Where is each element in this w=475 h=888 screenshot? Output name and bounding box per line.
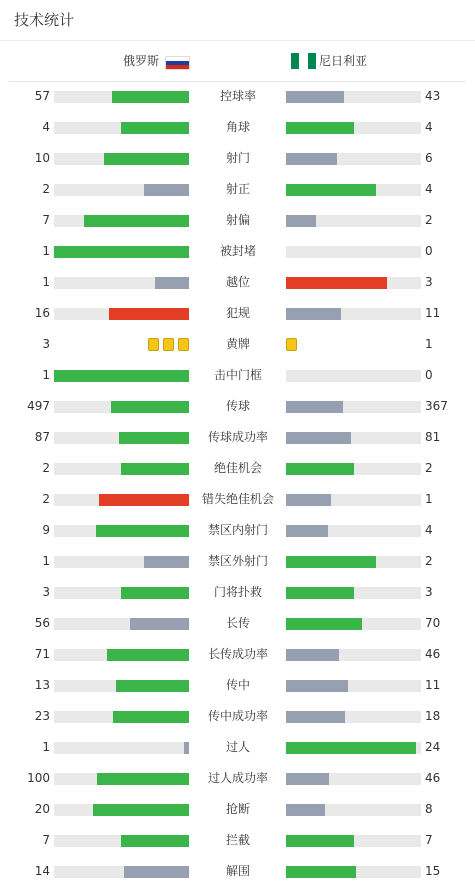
home-value: 2: [42, 492, 50, 506]
away-bar-fill: [286, 835, 354, 847]
stat-label: 传中: [225, 678, 250, 692]
stat-row: [0, 81, 475, 112]
home-team: [123, 52, 190, 70]
stat-label: 错失绝佳机会: [201, 492, 274, 506]
away-bar-fill: [286, 215, 316, 227]
away-value: 367: [425, 399, 448, 413]
away-bar-fill: [286, 432, 351, 444]
home-bar-fill: [97, 773, 189, 785]
home-bar-fill: [109, 308, 189, 320]
away-value: 3: [425, 275, 433, 289]
page-title: 技术统计: [14, 11, 75, 29]
away-value: 3: [425, 585, 433, 599]
stat-label: 射偏: [225, 213, 250, 227]
stat-label: 传球成功率: [207, 430, 268, 444]
stat-label: 击中门框: [213, 368, 262, 382]
away-bar-track: [286, 773, 421, 785]
home-value: 1: [42, 368, 50, 382]
home-bar-fill: [155, 277, 189, 289]
stat-label: 抢断: [225, 802, 250, 816]
home-value: 1: [42, 554, 50, 568]
away-bar-fill: [286, 773, 329, 785]
away-value: 43: [425, 89, 441, 103]
away-value: 4: [425, 182, 433, 196]
home-bar-fill: [124, 866, 189, 878]
yellow-card-icon: [148, 338, 159, 351]
nigeria-flag-icon: [291, 53, 316, 69]
stat-label: 射正: [225, 182, 250, 196]
home-bar-track: [54, 122, 189, 134]
away-value: 46: [425, 647, 441, 661]
yellow-card-icon: [178, 338, 189, 351]
home-value: 9: [42, 523, 50, 537]
away-bar-track: [286, 866, 421, 878]
away-bar-track: [286, 432, 421, 444]
stat-row: [0, 670, 475, 701]
stat-label: 传球: [225, 399, 250, 413]
away-bar-fill: [286, 184, 376, 196]
home-bar-track: [54, 711, 189, 723]
away-value: 11: [425, 678, 441, 692]
away-value: 4: [425, 523, 433, 537]
away-value: 15: [425, 864, 441, 878]
away-bar-track: [286, 525, 421, 537]
stats-header: [0, 0, 475, 41]
away-yellow-cards: [286, 338, 299, 351]
away-bar-fill: [286, 153, 337, 165]
stat-label: 控球率: [219, 89, 256, 103]
away-value: 7: [425, 833, 433, 847]
stat-row: [0, 577, 475, 608]
home-bar-fill: [54, 246, 189, 258]
stat-label: 过人: [225, 740, 250, 754]
home-value: 7: [42, 213, 50, 227]
away-bar-track: [286, 153, 421, 165]
away-bar-fill: [286, 804, 325, 816]
stat-label: 长传: [225, 616, 250, 630]
away-value: 11: [425, 306, 441, 320]
stat-row: [0, 298, 475, 329]
away-value: 1: [425, 337, 433, 351]
home-value: 57: [34, 89, 50, 103]
home-value: 100: [27, 771, 50, 785]
away-bar-fill: [286, 618, 362, 630]
home-bar-fill: [104, 153, 189, 165]
stat-row: [0, 205, 475, 236]
home-bar-track: [54, 556, 189, 568]
away-bar-track: [286, 804, 421, 816]
home-bar-fill: [54, 370, 189, 382]
away-bar-fill: [286, 556, 376, 568]
home-bar-track: [54, 680, 189, 692]
home-value: 1: [42, 244, 50, 258]
stat-row: [0, 763, 475, 794]
home-bar-fill: [121, 122, 189, 134]
stat-label: 被封堵: [219, 244, 256, 258]
stat-row: [0, 391, 475, 422]
away-bar-track: [286, 246, 421, 258]
away-bar-track: [286, 680, 421, 692]
away-team-name: 尼日利亚: [319, 54, 368, 68]
away-bar-fill: [286, 742, 416, 754]
away-bar-track: [286, 587, 421, 599]
flag-stripe-center: [299, 53, 307, 69]
home-value: 4: [42, 120, 50, 134]
away-value: 2: [425, 213, 433, 227]
away-bar-track: [286, 277, 421, 289]
home-bar-fill: [107, 649, 189, 661]
home-bar-track: [54, 401, 189, 413]
home-bar-track: [54, 649, 189, 661]
away-bar-fill: [286, 711, 345, 723]
stat-row: [0, 825, 475, 856]
home-value: 20: [34, 802, 50, 816]
home-value: 497: [27, 399, 50, 413]
home-value: 3: [42, 585, 50, 599]
home-value: 3: [42, 337, 50, 351]
away-bar-fill: [286, 494, 331, 506]
away-bar-track: [286, 308, 421, 320]
home-bar-fill: [119, 432, 189, 444]
away-value: 6: [425, 151, 433, 165]
stat-row: [0, 856, 475, 887]
away-bar-track: [286, 401, 421, 413]
teams-bar: [9, 41, 466, 82]
home-bar-track: [54, 525, 189, 537]
home-bar-track: [54, 308, 189, 320]
home-bar-fill: [93, 804, 189, 816]
stat-row: [0, 267, 475, 298]
home-bar-fill: [112, 91, 189, 103]
away-bar-fill: [286, 308, 341, 320]
home-value: 23: [34, 709, 50, 723]
away-bar-track: [286, 370, 421, 382]
stat-label: 禁区外射门: [207, 554, 268, 568]
home-bar-fill: [144, 556, 189, 568]
home-value: 14: [34, 864, 50, 878]
home-bar-track: [54, 91, 189, 103]
away-bar-track: [286, 494, 421, 506]
away-bar-fill: [286, 401, 343, 413]
home-bar-fill: [121, 463, 189, 475]
stat-label: 黄牌: [225, 337, 250, 351]
home-bar-fill: [96, 525, 189, 537]
away-bar-track: [286, 556, 421, 568]
away-bar-track: [286, 184, 421, 196]
away-bar-fill: [286, 587, 354, 599]
home-bar-track: [54, 432, 189, 444]
away-value: 18: [425, 709, 441, 723]
home-bar-track: [54, 618, 189, 630]
away-value: 8: [425, 802, 433, 816]
away-value: 46: [425, 771, 441, 785]
stat-row: [0, 236, 475, 267]
away-value: 24: [425, 740, 441, 754]
stat-row: [0, 608, 475, 639]
away-bar-track: [286, 711, 421, 723]
away-value: 0: [425, 244, 433, 258]
stat-label: 越位: [225, 275, 250, 289]
home-bar-fill: [121, 835, 189, 847]
russia-flag-icon: [165, 56, 190, 70]
home-value: 10: [34, 151, 50, 165]
home-value: 7: [42, 833, 50, 847]
yellow-card-icon: [163, 338, 174, 351]
stat-row: [0, 639, 475, 670]
home-yellow-cards: [146, 338, 189, 351]
home-value: 71: [34, 647, 50, 661]
home-bar-track: [54, 153, 189, 165]
stat-row: [0, 515, 475, 546]
away-bar-track: [286, 215, 421, 227]
away-bar-track: [286, 649, 421, 661]
stat-label: 禁区内射门: [207, 523, 268, 537]
stat-row: [0, 422, 475, 453]
stat-row: [0, 143, 475, 174]
stat-label: 犯规: [225, 306, 250, 320]
home-value: 1: [42, 275, 50, 289]
home-bar-track: [54, 587, 189, 599]
away-bar-fill: [286, 649, 339, 661]
home-value: 56: [34, 616, 50, 630]
flag-stripe-bottom: [166, 65, 189, 69]
stat-row: [0, 329, 475, 360]
home-value: 16: [34, 306, 50, 320]
away-value: 2: [425, 554, 433, 568]
home-bar-fill: [111, 401, 189, 413]
home-bar-track: [54, 370, 189, 382]
home-value: 1: [42, 740, 50, 754]
away-bar-track: [286, 618, 421, 630]
home-bar-fill: [116, 680, 189, 692]
away-bar-fill: [286, 122, 354, 134]
home-value: 13: [34, 678, 50, 692]
stat-label: 角球: [225, 120, 250, 134]
away-bar-fill: [286, 463, 354, 475]
away-value: 1: [425, 492, 433, 506]
stat-row: [0, 701, 475, 732]
stat-row: [0, 794, 475, 825]
home-bar-track: [54, 494, 189, 506]
home-bar-track: [54, 215, 189, 227]
home-bar-fill: [84, 215, 189, 227]
stat-row: [0, 484, 475, 515]
home-bar-track: [54, 773, 189, 785]
home-bar-track: [54, 184, 189, 196]
home-bar-fill: [184, 742, 189, 754]
away-bar-fill: [286, 91, 344, 103]
home-bar-fill: [144, 184, 189, 196]
away-team: [291, 52, 367, 70]
home-bar-track: [54, 866, 189, 878]
away-bar-fill: [286, 866, 356, 878]
home-value: 2: [42, 461, 50, 475]
stat-label: 绝佳机会: [213, 461, 262, 475]
stat-label: 拦截: [225, 833, 250, 847]
flag-stripe-right: [308, 53, 316, 69]
home-bar-track: [54, 804, 189, 816]
away-bar-track: [286, 835, 421, 847]
home-value: 87: [34, 430, 50, 444]
stat-row: [0, 174, 475, 205]
stat-row: [0, 112, 475, 143]
away-value: 81: [425, 430, 441, 444]
home-bar-track: [54, 742, 189, 754]
stat-row: [0, 732, 475, 763]
yellow-card-icon: [286, 338, 297, 351]
stat-label: 过人成功率: [207, 771, 268, 785]
home-bar-fill: [130, 618, 189, 630]
away-bar-track: [286, 91, 421, 103]
away-value: 70: [425, 616, 441, 630]
home-bar-fill: [113, 711, 189, 723]
away-value: 2: [425, 461, 433, 475]
home-bar-fill: [99, 494, 189, 506]
flag-stripe-left: [291, 53, 299, 69]
away-value: 4: [425, 120, 433, 134]
stat-label: 解围: [225, 864, 250, 878]
stats-list: [0, 81, 475, 887]
home-team-name: 俄罗斯: [122, 54, 159, 68]
home-bar-track: [54, 277, 189, 289]
home-value: 2: [42, 182, 50, 196]
away-bar-fill: [286, 680, 348, 692]
stat-row: [0, 360, 475, 391]
away-bar-track: [286, 463, 421, 475]
stat-label: 门将扑救: [213, 585, 262, 599]
home-bar-track: [54, 463, 189, 475]
away-bar-track: [286, 122, 421, 134]
stat-label: 射门: [225, 151, 250, 165]
home-bar-fill: [121, 587, 189, 599]
stat-row: [0, 546, 475, 577]
stat-label: 传中成功率: [207, 709, 268, 723]
stat-row: [0, 453, 475, 484]
away-bar-track: [286, 742, 421, 754]
away-value: 0: [425, 368, 433, 382]
away-bar-fill: [286, 277, 387, 289]
home-bar-track: [54, 835, 189, 847]
away-bar-fill: [286, 525, 328, 537]
home-bar-track: [54, 246, 189, 258]
stat-label: 长传成功率: [207, 647, 268, 661]
